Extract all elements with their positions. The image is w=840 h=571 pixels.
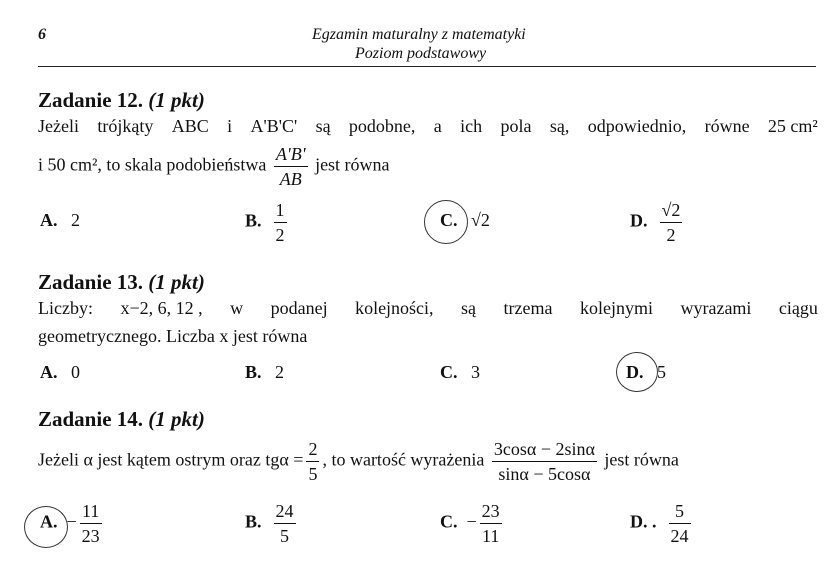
- word: Liczby:: [38, 298, 93, 318]
- task-13-line2: geometrycznego. Liczba x jest równa: [38, 326, 308, 346]
- task-12-heading: Zadanie 12. (1 pkt): [38, 88, 205, 112]
- ratio-fraction: $\frac{A'B'}{AB}$: [275, 144, 306, 189]
- task-12-line2: i 50 cm², to skala podobieństwa $\frac{A'B'}{AB}$ jest równa: [38, 144, 390, 189]
- word: Jeżeli: [38, 116, 79, 136]
- task-13-option-d[interactable]: D. 5: [626, 362, 666, 382]
- word: trzema: [503, 298, 553, 318]
- word: wyrazami: [680, 298, 752, 318]
- task-12-option-b[interactable]: B. $\frac{1}{2}$: [245, 200, 285, 245]
- word: ciągu: [778, 298, 818, 318]
- task-13-heading: Zadanie 13. (1 pkt): [38, 270, 205, 294]
- task-14-option-a[interactable]: A. − $\frac{11}{23}$: [40, 501, 100, 546]
- word: kolejnymi: [579, 298, 653, 318]
- expression-fraction: $\frac{3\cos\alpha - 2\sin\alpha}{\sin\alpha - 5\cos\alpha}$: [493, 439, 595, 484]
- word: pola: [500, 116, 532, 136]
- exam-level: Poziom podstawowy: [355, 45, 487, 62]
- task-13-line1: [38, 298, 818, 319]
- task-13-option-c[interactable]: C. 3: [440, 362, 480, 382]
- header-rule: [38, 66, 816, 67]
- word: kolejności,: [355, 298, 434, 318]
- task-12-option-d[interactable]: D. $\frac{√2}{2}$: [630, 200, 681, 245]
- word: podanej: [270, 298, 328, 318]
- word: ich: [460, 116, 483, 136]
- page-number: 6: [38, 26, 46, 43]
- task-14-option-b[interactable]: B. $\frac{24}{5}$: [245, 501, 294, 546]
- word: ABC: [171, 116, 209, 136]
- word: podobne,: [348, 116, 416, 136]
- task-14-option-c[interactable]: C. − $\frac{23}{11}$: [440, 501, 500, 546]
- word: 25 cm²: [767, 116, 818, 136]
- word: i: [227, 116, 233, 136]
- word: odpowiednio,: [587, 116, 687, 136]
- word: równe: [704, 116, 750, 136]
- task-12-option-a[interactable]: A. 2: [40, 210, 80, 230]
- answer-circle-mark: [616, 352, 658, 392]
- task-14-line1: Jeżeli α jest kątem ostrym oraz tgα = $\frac{2}{5}$ , to wartość wyrażenia $\frac{3\cos\alpha - 2\sin\alpha}{\sin\alpha - 5\cos\alpha}$ jest równa: [38, 439, 679, 484]
- word: a: [433, 116, 442, 136]
- task-13-option-b[interactable]: B. 2: [245, 362, 285, 382]
- task-14-option-d[interactable]: D. . $\frac{5}{24}$: [630, 501, 689, 546]
- word: są: [461, 298, 477, 318]
- word: trójkąty: [97, 116, 154, 136]
- task-14-heading: Zadanie 14. (1 pkt): [38, 407, 205, 431]
- task-13-option-a[interactable]: A. 0: [40, 362, 80, 382]
- word: są: [315, 116, 331, 136]
- answer-circle-mark: [424, 200, 468, 244]
- word: A'B'C': [250, 116, 298, 136]
- answer-circle-mark: [24, 506, 68, 548]
- task-12-line1: [38, 116, 818, 137]
- word: w: [230, 298, 244, 318]
- exam-title: Egzamin maturalny z matematyki: [312, 26, 526, 43]
- word: są,: [549, 116, 570, 136]
- task-12-option-c[interactable]: C. √2: [440, 210, 490, 230]
- word: x−2, 6, 12 ,: [120, 298, 203, 318]
